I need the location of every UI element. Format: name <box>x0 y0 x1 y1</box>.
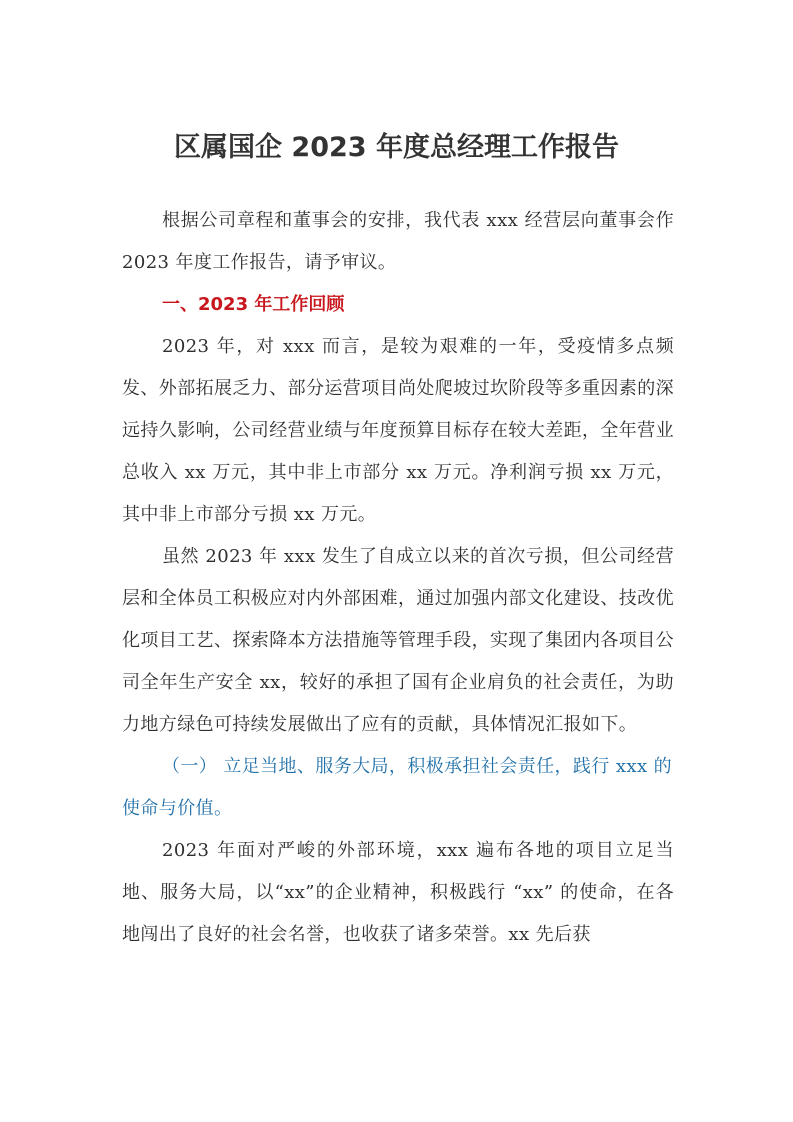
section-heading-review: 一、2023 年工作回顾 <box>162 294 345 315</box>
intro-paragraph: 根据公司章程和董事会的安排，我代表 xxx 经营层向董事会作 2023 年度工作报告，请予审议。 <box>122 210 674 273</box>
local-service-paragraph: 2023 年面对严峻的外部环境，xxx 遍布各地的项目立足当地、服务大局，以“xx”的企业精神，积极践行 “xx” 的使命，在各地闯出了良好的社会名誉，也收获了诸多荣誉。xx 先后获 <box>122 840 674 945</box>
document-body <box>122 200 674 956</box>
document-title: 区属国企 2023 年度总经理工作报告 <box>174 132 619 163</box>
subsection-heading-social-responsibility: （一） 立足当地、服务大局，积极承担社会责任，践行 xxx 的使命与价值。 <box>122 756 673 819</box>
achievement-paragraph: 虽然 2023 年 xxx 发生了自成立以来的首次亏损，但公司经营层和全体员工积极应对内外部困难，通过加强内部文化建设、技改优化项目工艺、探索降本方法措施等管理手段，实现了集团内各项目公司全年生产安全 xx，较好的承担了国有企业肩负的社会责任，为助力地方绿色可持续发展做出了应有的贡献，具体情况汇报如下。 <box>122 546 674 735</box>
performance-paragraph: 2023 年，对 xxx 而言，是较为艰难的一年，受疫情多点频发、外部拓展乏力、部分运营项目尚处爬坡过坎阶段等多重因素的深远持久影响，公司经营业绩与年度预算目标存在较大差距，全年营业总收入 xx 万元，其中非上市部分 xx 万元。净利润亏损 xx 万元，其中非上市部分亏损 xx 万元。 <box>122 336 674 525</box>
